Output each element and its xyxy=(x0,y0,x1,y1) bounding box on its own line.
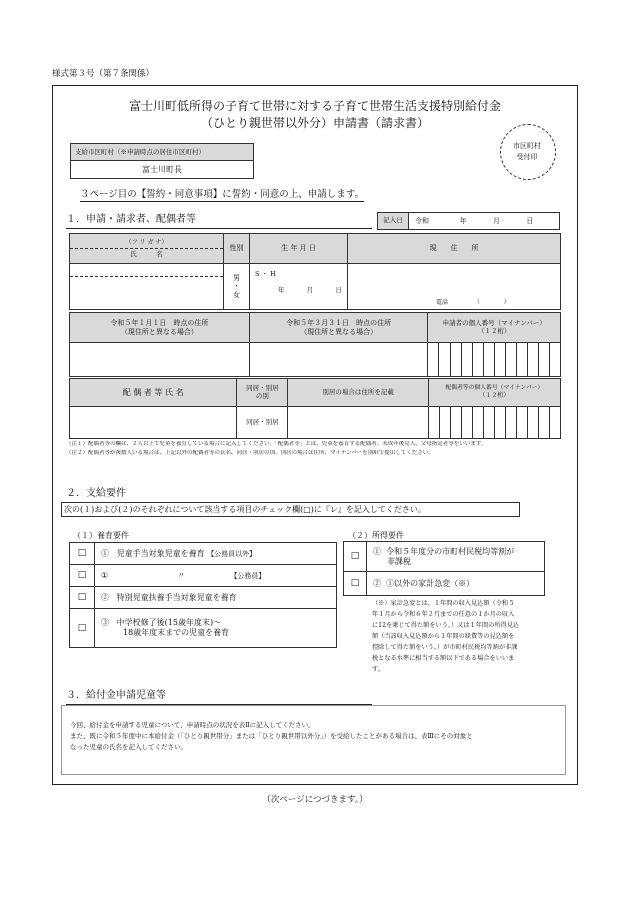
req1-item-3-num: ② xyxy=(101,592,109,602)
mynumber-digit-2[interactable] xyxy=(439,343,450,377)
req1-item-4-text: 中学校修了後(15歳年度末)～ xyxy=(116,618,222,628)
addr-jan-header-line1: 令和５年１月１日 時点の住所 xyxy=(110,319,209,328)
entry-date-box xyxy=(377,212,560,230)
address-field[interactable] xyxy=(348,264,561,310)
req1-item-1 xyxy=(95,543,337,565)
reception-seal xyxy=(500,124,556,180)
req1-item-1-text: 児童手当対象児童を養育 xyxy=(116,548,205,558)
req2-label: （２）所得要件 xyxy=(348,531,404,540)
mynumber-digit-1[interactable] xyxy=(428,343,439,377)
separate-addr-header: 別居の場合は住所を記載 xyxy=(288,379,428,407)
pledge-text: ３ページ目の【誓約・同意事項】に誓約・同意の上、申請します。 xyxy=(80,189,365,200)
entry-date-year: 年 xyxy=(459,216,467,225)
mynumber-header-line1: 申請者の個人番号（マイナンバー） xyxy=(442,318,546,327)
form-number: 様式第３号（第７条関係） xyxy=(52,69,155,79)
form-title-line2: （ひとり親世帯以外分）申請書（請求書） xyxy=(200,116,429,130)
gender-dot: ・ xyxy=(233,282,240,291)
spouse-table xyxy=(69,378,561,439)
req1-checkbox-4[interactable]: □ xyxy=(70,609,95,648)
spouse-mynumber-digit-7[interactable] xyxy=(494,407,505,439)
birthdate-field[interactable] xyxy=(250,264,348,310)
addr-mar-field[interactable] xyxy=(249,343,428,377)
req1-table xyxy=(69,542,337,648)
phone-open: （ xyxy=(473,298,480,306)
cohab-header-line2: の別 xyxy=(255,391,269,400)
req1-row-3 xyxy=(70,587,337,609)
spouse-mynumber-digit-5[interactable] xyxy=(472,407,483,439)
name-label-header: 氏 名 xyxy=(130,249,163,258)
spouse-mynumber-header xyxy=(428,379,560,407)
applicant-table xyxy=(69,233,561,310)
municipality-value: 富士川町長 xyxy=(142,165,182,174)
req1-item-3-text: 特別児童扶養手当対象児童を養育 xyxy=(116,592,237,602)
req1-item-2-num: ① xyxy=(101,570,109,580)
cohab-header xyxy=(237,379,288,407)
mynumber-header xyxy=(428,313,561,343)
req1-row-2 xyxy=(70,565,337,587)
cohab-header-line1: 同居・別居 xyxy=(246,383,279,392)
section2-instruction: 次の(１)および(２)のそれぞれについて該当する項目のチェック欄(□)に『レ』を記入してください。 xyxy=(61,502,520,517)
spouse-mynumber-digit-3[interactable] xyxy=(450,407,461,439)
req1-item-2-text: 〃 xyxy=(177,570,186,580)
entry-date-month: 月 xyxy=(492,216,500,225)
req1-item-4 xyxy=(95,609,337,648)
section3-box xyxy=(61,705,566,775)
spouse-mynumber-digit-8[interactable] xyxy=(505,407,516,439)
applicant-name-input[interactable] xyxy=(70,277,223,309)
section1-heading: １．申請・請求者、配偶者等 xyxy=(66,214,372,229)
gender-header: 性別 xyxy=(224,234,250,264)
seal-line2: 受付印 xyxy=(516,153,538,161)
req2-item-1-text: 令和５年度分の市町村民税均等割が xyxy=(386,546,515,556)
applicant-name-field[interactable] xyxy=(70,264,224,310)
req2-table xyxy=(343,541,545,596)
section3-line1: 今回、給付金を申請する児童について、申請時点の状況を表Ⅱに記入してください。 xyxy=(70,721,315,729)
past-address-table xyxy=(69,312,561,377)
mynumber-digit-5[interactable] xyxy=(472,343,483,377)
name-header xyxy=(70,234,224,264)
addr-jan-field[interactable] xyxy=(70,343,250,377)
section2-heading: ２．支給要件 xyxy=(66,488,372,503)
section3-heading: ３．給付金申請児童等 xyxy=(66,690,372,705)
req2-note-line7: す。 xyxy=(372,666,384,673)
req1-row-1 xyxy=(70,543,337,565)
addr-mar-header xyxy=(249,313,428,343)
mynumber-digit-12[interactable] xyxy=(549,343,560,377)
birth-day: 日 xyxy=(335,285,342,294)
req1-item-2-tag: 【公務員】 xyxy=(230,571,266,580)
section3-line3: なった児童の氏名を記入してください。 xyxy=(70,743,187,751)
spouse-mynumber-digit-11[interactable] xyxy=(538,407,549,439)
name-kana-header: （フ リ ガ ナ） xyxy=(70,239,223,249)
req1-checkbox-1[interactable]: □ xyxy=(70,543,95,565)
entry-date-field[interactable] xyxy=(409,213,560,230)
req2-item-1-text2: 非課税 xyxy=(387,556,411,566)
spouse-mynumber-digit-12[interactable] xyxy=(549,407,560,439)
req1-row-4 xyxy=(70,609,337,648)
spouse-mynumber-digit-2[interactable] xyxy=(439,407,450,439)
gender-field[interactable] xyxy=(224,264,250,310)
birth-month: 月 xyxy=(306,285,314,294)
req2-note xyxy=(372,598,572,675)
note-2: （注２）配偶者等が複数人いる場合は、上記以外の配偶者等の氏名、同居・別居の別、別居の場合は住所、マイナンバーを別紙で提出してください。 xyxy=(66,450,434,456)
req2-item-1-num: ① xyxy=(373,546,381,556)
separate-addr-field[interactable] xyxy=(288,407,428,439)
req1-item-1-num: ① xyxy=(101,548,109,558)
section3-line2: また、既に令和５年度中に本給付金（「ひとり親世帯分」または「ひとり親世帯以外分」）を受給したことがある場合は、表Ⅲにその対象と xyxy=(70,732,473,740)
spouse-name-header: 配 偶 者 等 氏 名 xyxy=(70,379,237,407)
req2-note-line5: 控除して得た額をいう。）が市町村民税均等割が非課 xyxy=(372,644,518,651)
phone-close: ） xyxy=(503,298,510,306)
req2-note-line3: に12を乗じて得た額をいう。）又は１年間の所得見込 xyxy=(372,622,520,629)
gender-male[interactable]: 男 xyxy=(233,273,240,282)
mynumber-digit-6[interactable] xyxy=(483,343,494,377)
req1-item-2 xyxy=(95,565,337,587)
addr-mar-header-line1: 令和５年３月３１日 時点の住所 xyxy=(286,319,392,328)
req2-note-line4: 額（当該収入見込額から１年間の経費等の見込額を xyxy=(372,633,515,640)
req1-checkbox-2[interactable]: □ xyxy=(70,565,95,587)
req1-label: （１）養育要件 xyxy=(73,531,129,540)
spouse-mynumber-digit-1[interactable] xyxy=(428,407,439,439)
mynumber-digit-4[interactable] xyxy=(461,343,472,377)
addr-jan-header xyxy=(70,313,250,343)
birthdate-header: 生 年 月 日 xyxy=(250,234,348,264)
req2-note-line1: （※）家計急変とは、１年間の収入見込額（令和５ xyxy=(372,600,515,607)
mynumber-header-line2: （１２桁） xyxy=(477,326,511,335)
seal-line1: 市区町村 xyxy=(513,142,541,150)
req2-item-1 xyxy=(367,542,545,572)
note-1: （注１）配偶者等の欄は、２人以上で児童を養育している場合に記入してください。「配偶者等」とは、児童を養育する配偶者、未成年後見人、父母指定者等をいいます。 xyxy=(66,441,487,447)
spouse-name-field[interactable] xyxy=(70,407,237,439)
municipality-box xyxy=(70,143,254,179)
req1-item-1-tag: 【公務員以外】 xyxy=(207,549,257,558)
addr-mar-header-line2: （現住所と異なる場合） xyxy=(300,327,378,336)
spouse-mynumber-digit-4[interactable] xyxy=(461,407,472,439)
req1-item-4-text2: 18歳年度末までの児童を養育 xyxy=(123,628,230,637)
req2-checkbox-1[interactable]: □ xyxy=(344,542,367,572)
spouse-mynumber-digit-6[interactable] xyxy=(483,407,494,439)
cohab-field[interactable]: 同居・別居 xyxy=(237,407,288,439)
req2-item-2 xyxy=(367,572,545,596)
mynumber-digit-7[interactable] xyxy=(494,343,505,377)
entry-date-era: 令和 xyxy=(415,216,429,225)
req2-item-2-num: ② xyxy=(373,578,381,588)
addr-jan-header-line2: （現住所と異なる場合） xyxy=(120,327,198,336)
req2-item-2-text: ①以外の家計急変（※） xyxy=(386,578,475,588)
birth-era: S ・ H xyxy=(255,269,276,278)
applicant-kana-field[interactable] xyxy=(70,264,223,277)
phone-label: 電話 xyxy=(436,298,449,306)
req1-item-3 xyxy=(95,587,337,609)
mynumber-digit-3[interactable] xyxy=(450,343,461,377)
birth-year: 年 xyxy=(278,285,285,294)
address-header: 現 住 所 xyxy=(348,234,561,264)
municipality-label: 支給市区町村（※申請時点の居住市区町村） xyxy=(71,144,253,161)
req2-note-line2: 年１月から令和６年２月までの任意の１か月の収入 xyxy=(372,611,515,618)
mynumber-digit-10[interactable] xyxy=(527,343,538,377)
spouse-mynumber-digit-10[interactable] xyxy=(527,407,538,439)
gender-female[interactable]: 女 xyxy=(233,290,240,299)
spouse-mynumber-line1: 配偶者等の個人番号（マイナンバー） xyxy=(445,385,544,392)
req2-row-1 xyxy=(344,542,545,572)
spouse-mynumber-digit-9[interactable] xyxy=(516,407,527,439)
footer-continue: （次ページにつづきます。） xyxy=(262,795,368,805)
req1-item-4-num: ③ xyxy=(101,618,109,628)
form-title-line1: 富士川町低所得の子育て世帯に対する子育て世帯生活支援特別給付金 xyxy=(128,99,501,113)
mynumber-digit-9[interactable] xyxy=(516,343,527,377)
req2-row-2 xyxy=(344,572,545,596)
req1-checkbox-3[interactable]: □ xyxy=(70,587,95,609)
entry-date-day: 日 xyxy=(526,216,534,225)
req2-note-line6: 税となる水準に相当する額以下である場合をいいま xyxy=(372,655,515,662)
mynumber-digit-11[interactable] xyxy=(538,343,549,377)
spouse-mynumber-line2: （１２桁） xyxy=(479,392,510,400)
mynumber-digit-8[interactable] xyxy=(505,343,516,377)
req2-checkbox-2[interactable]: □ xyxy=(344,572,367,596)
entry-date-label: 記入日 xyxy=(378,213,409,230)
